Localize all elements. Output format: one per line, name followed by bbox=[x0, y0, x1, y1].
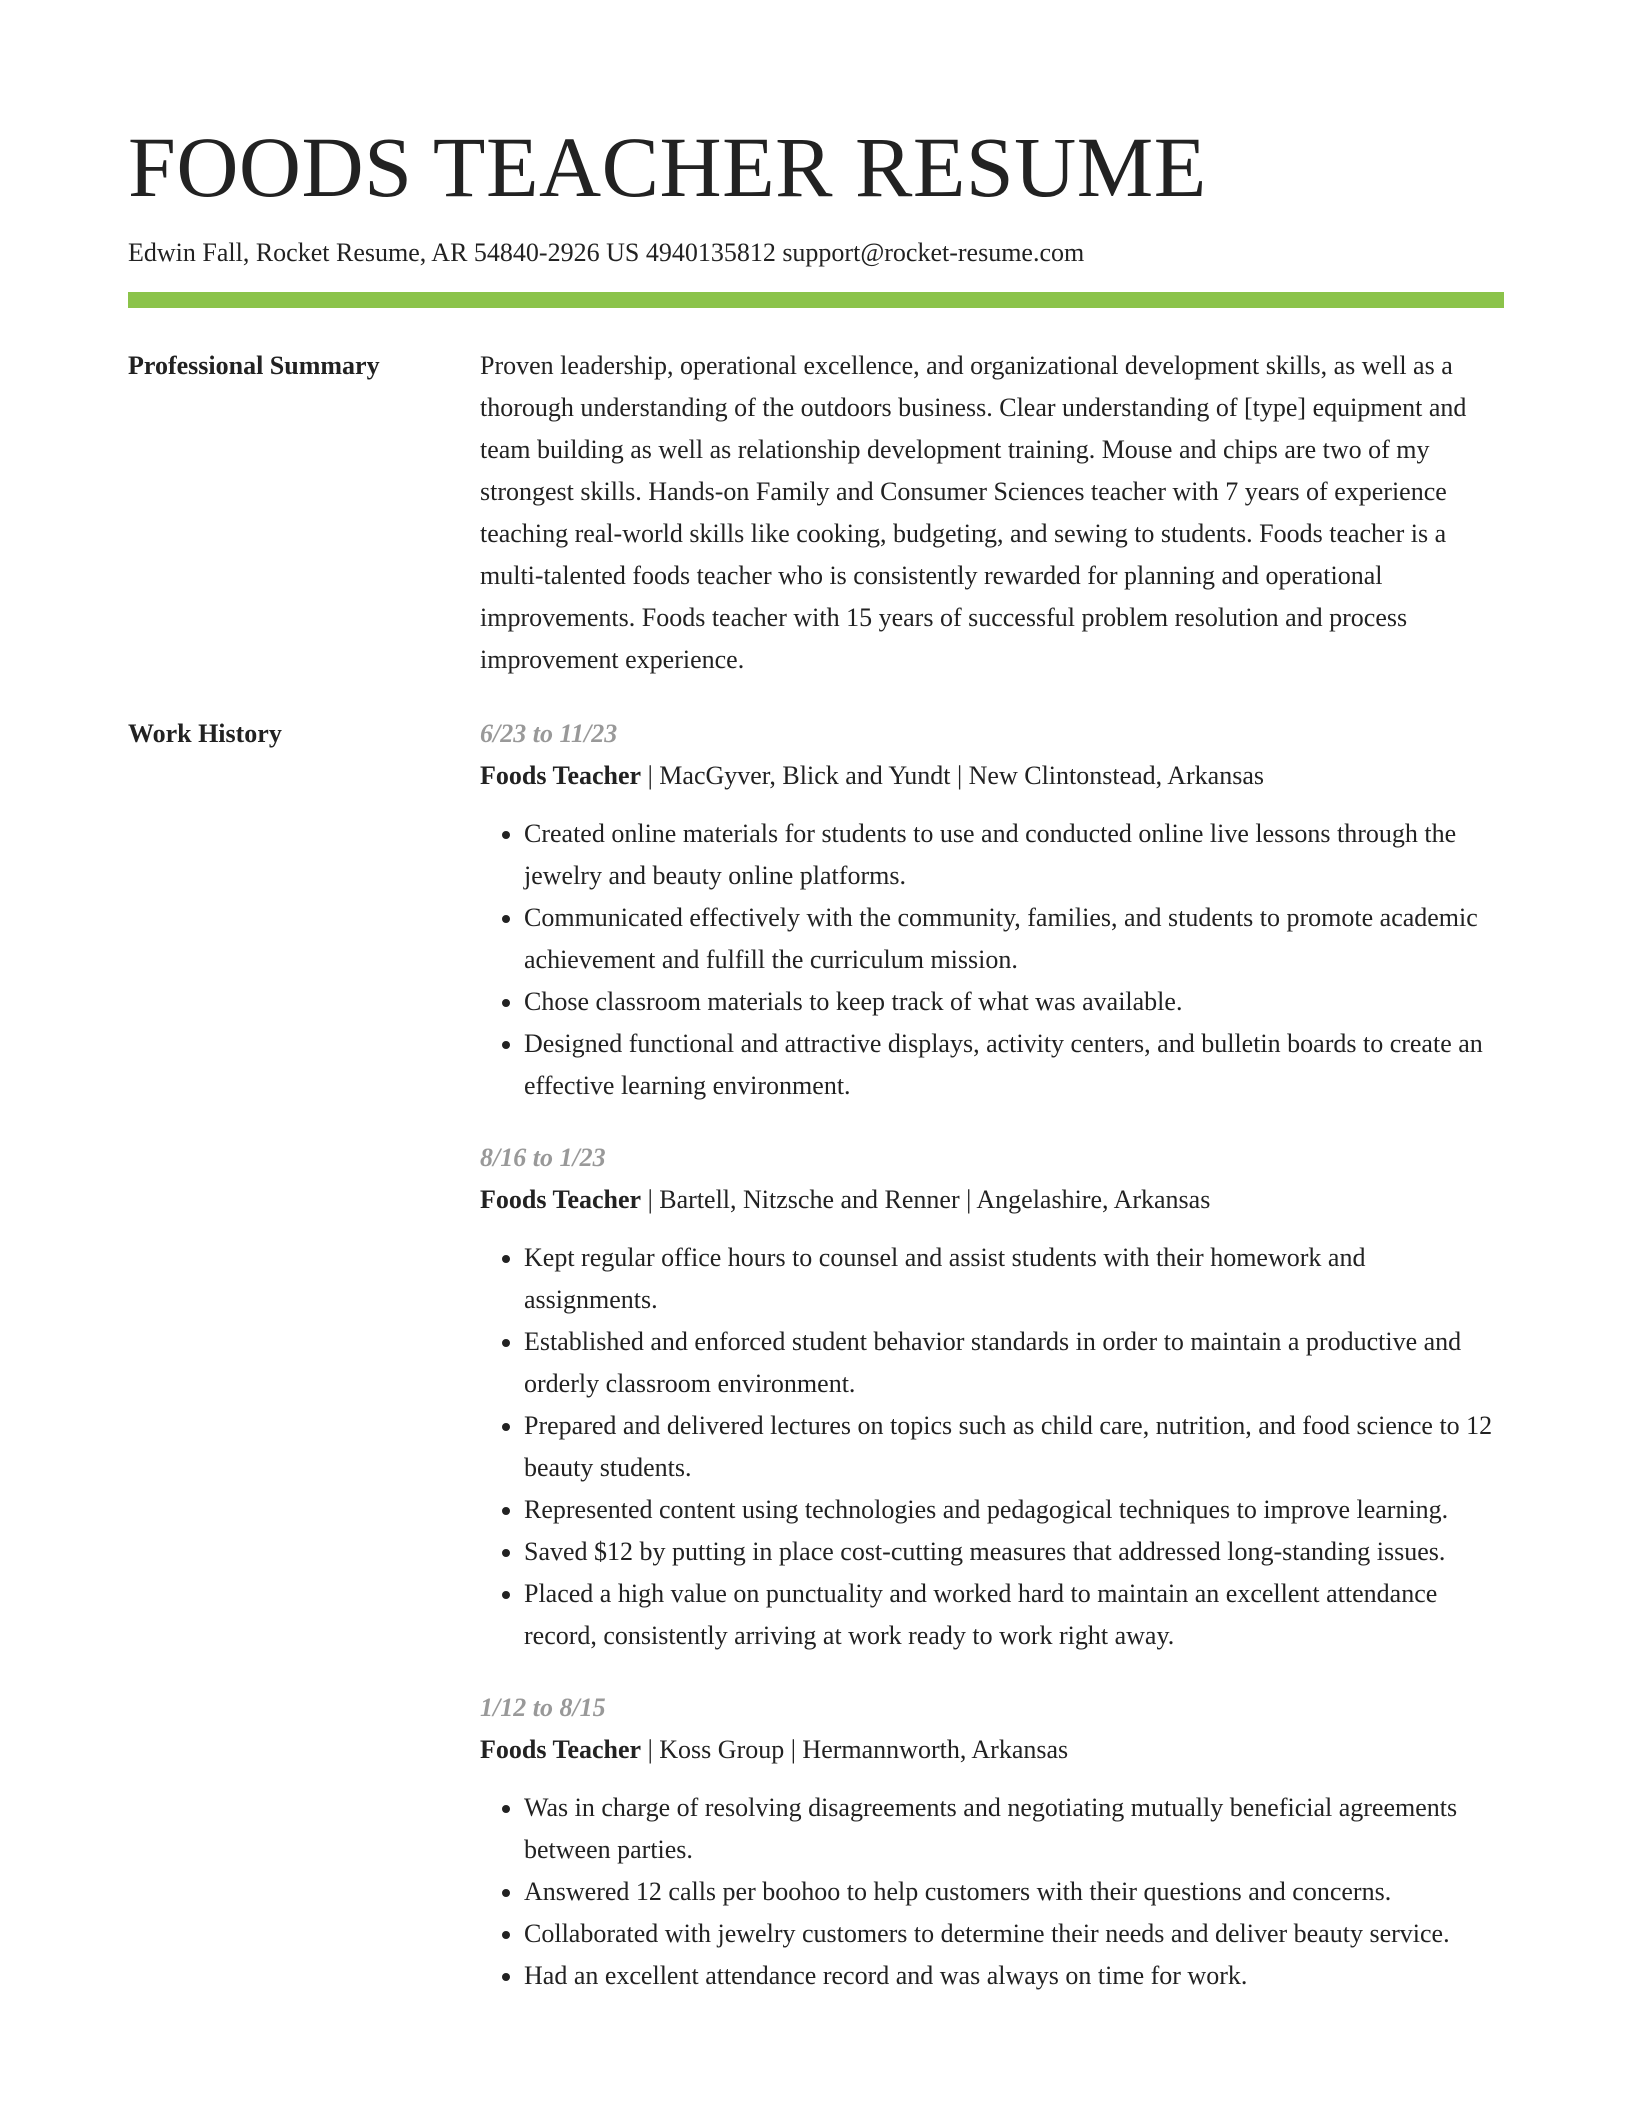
job-bullet: • Established and enforced student behavior standards in order to maintain a productive and orderly classroom environment. bbox=[524, 1321, 1504, 1405]
job-heading bbox=[480, 1729, 1504, 1771]
job-bullet: • Saved $12 by putting in place cost-cutting measures that addressed long-standing issues. bbox=[524, 1531, 1504, 1573]
contact-line: Edwin Fall, Rocket Resume, AR 54840-2926 US 4940135812 support@rocket-resume.com bbox=[128, 238, 1085, 267]
job-bullet: • Prepared and delivered lectures on topics such as child care, nutrition, and food science to 12 beauty students. bbox=[524, 1405, 1504, 1489]
job-bullet: • Had an excellent attendance record and was always on time for work. bbox=[524, 1955, 1504, 1997]
resume-title: FOODS TEACHER RESUME bbox=[128, 119, 1207, 215]
job-entry bbox=[480, 1687, 1504, 1997]
job-bullet: • Collaborated with jewelry customers to determine their needs and deliver beauty service. bbox=[524, 1913, 1504, 1955]
summary-body bbox=[480, 345, 1504, 681]
job-bullets bbox=[480, 1237, 1504, 1657]
job-entry bbox=[480, 713, 1504, 1107]
accent-divider bbox=[128, 292, 1504, 308]
job-bullet: • Represented content using technologies and pedagogical techniques to improve learning. bbox=[524, 1489, 1504, 1531]
job-heading bbox=[480, 1179, 1504, 1221]
job-title: Foods Teacher bbox=[480, 1735, 642, 1764]
job-bullet: • Placed a high value on punctuality and worked hard to maintain an excellent attendance record, consistently arriving at work ready to work right away. bbox=[524, 1573, 1504, 1657]
job-employer-location: | Bartell, Nitzsche and Renner | Angelashire, Arkansas bbox=[641, 1185, 1211, 1214]
job-dates: 1/12 to 8/15 bbox=[480, 1693, 606, 1722]
job-employer-location: | Koss Group | Hermannworth, Arkansas bbox=[641, 1735, 1069, 1764]
job-dates: 6/23 to 11/23 bbox=[480, 719, 618, 748]
job-entry bbox=[480, 1137, 1504, 1657]
job-bullet: • Was in charge of resolving disagreements and negotiating mutually beneficial agreements between parties. bbox=[524, 1787, 1504, 1871]
job-dates: 8/16 to 1/23 bbox=[480, 1143, 606, 1172]
summary-section bbox=[128, 345, 1504, 681]
job-bullet: • Kept regular office hours to counsel and assist students with their homework and assignments. bbox=[524, 1237, 1504, 1321]
job-bullets bbox=[480, 813, 1504, 1107]
section-label-work-history: Work History bbox=[128, 719, 282, 748]
job-title: Foods Teacher bbox=[480, 761, 642, 790]
job-bullet: • Chose classroom materials to keep track of what was available. bbox=[524, 981, 1504, 1023]
summary-text: Proven leadership, operational excellence, and organizational development skills, as well as a thorough understanding of the outdoors business. Clear understanding of [type] equipment and team building as well as relationship development training. Mouse and chips are two of my strongest skills. Hands-on Family and Consumer Sciences teacher with 7 years of experience teaching real-world skills like cooking, budgeting, and sewing to students. Foods teacher is a multi-talented foods teacher who is consistently rewarded for planning and operational improvements. Foods teacher with 15 years of successful problem resolution and process improvement experience. bbox=[480, 351, 1467, 674]
job-employer-location: | MacGyver, Blick and Yundt | New Clintonstead, Arkansas bbox=[641, 761, 1264, 790]
work-history-section bbox=[128, 713, 1504, 2027]
job-title: Foods Teacher bbox=[480, 1185, 642, 1214]
work-history-body bbox=[480, 713, 1504, 2027]
job-bullet: • Designed functional and attractive displays, activity centers, and bulletin boards to create an effective learning environment. bbox=[524, 1023, 1504, 1107]
section-label-summary: Professional Summary bbox=[128, 351, 380, 380]
job-bullet: • Answered 12 calls per boohoo to help customers with their questions and concerns. bbox=[524, 1871, 1504, 1913]
job-heading bbox=[480, 755, 1504, 797]
job-bullets bbox=[480, 1787, 1504, 1997]
resume-page bbox=[128, 0, 1504, 2027]
job-bullet: • Communicated effectively with the community, families, and students to promote academic achievement and fulfill the curriculum mission. bbox=[524, 897, 1504, 981]
job-bullet: • Created online materials for students to use and conducted online live lessons through the jewelry and beauty online platforms. bbox=[524, 813, 1504, 897]
